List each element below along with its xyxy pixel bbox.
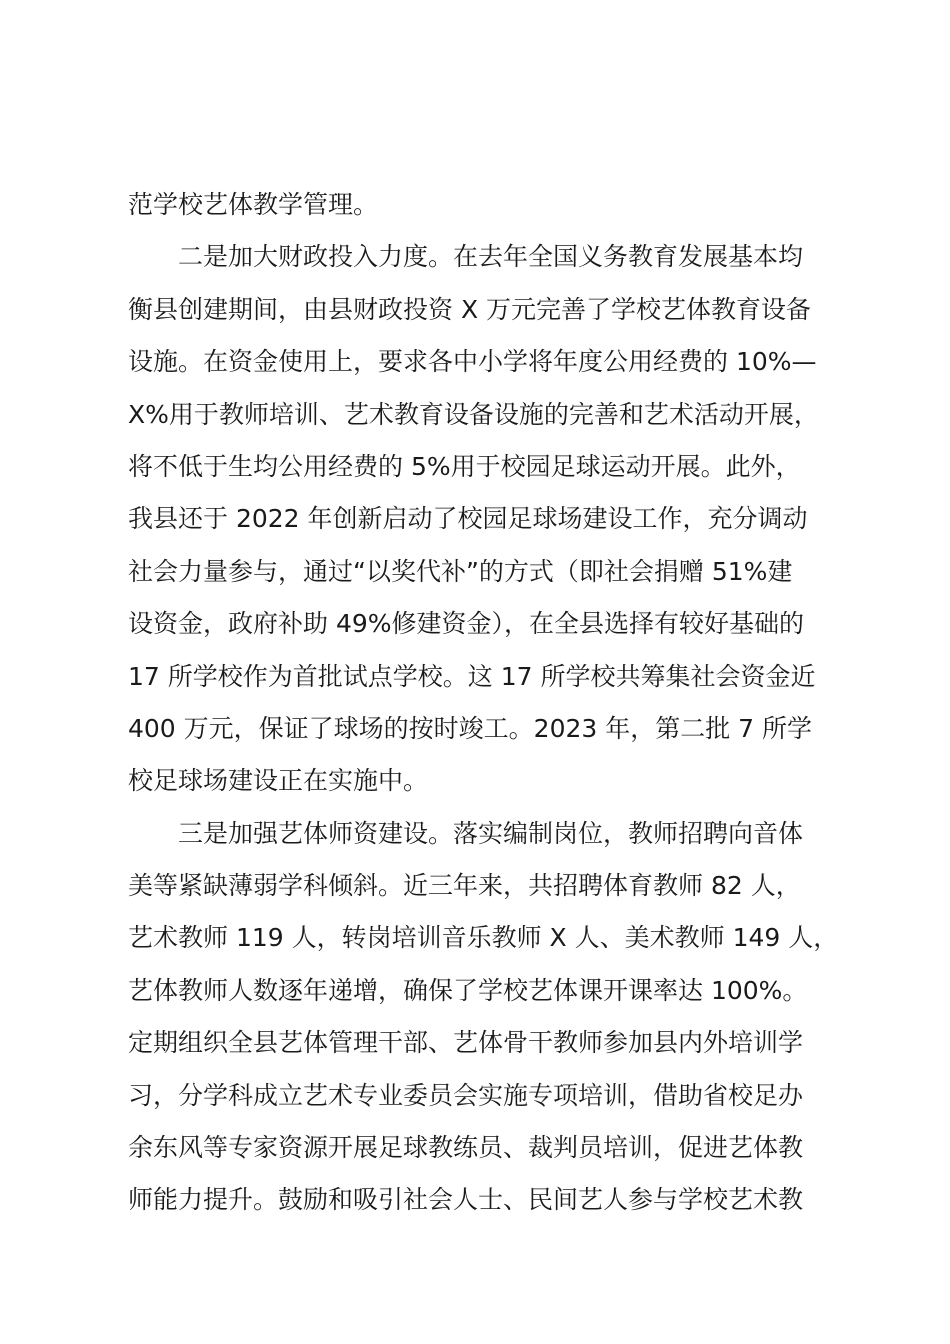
- text-line: 艺术教师 119 人，转岗培训音乐教师 X 人、美术教师 149 人，: [128, 923, 839, 953]
- text-line: 师能力提升。鼓励和吸引社会人士、民间艺人参与学校艺术教: [128, 1185, 804, 1215]
- paragraph-start-line: 三是加强艺体师资建设。落实编制岗位，教师招聘向音体: [178, 818, 804, 848]
- text-line: 17 所学校作为首批试点学校。这 17 所学校共筹集社会资金近: [128, 661, 816, 691]
- text-line: 校足球场建设正在实施中。: [128, 766, 429, 796]
- body-text: [128, 179, 868, 1227]
- text-line: 艺体教师人数逐年递增，确保了学校艺体课开课率达 100%。: [128, 975, 808, 1005]
- text-line: 余东风等专家资源开展足球教练员、裁判员培训，促进艺体教: [128, 1133, 804, 1163]
- text-line: 衡县创建期间，由县财政投资 X 万元完善了学校艺体教育设备: [128, 294, 812, 324]
- text-line: 美等紧缺薄弱学科倾斜。近三年来，共招聘体育教师 82 人，: [128, 871, 801, 901]
- text-line: 将不低于生均公用经费的 5%用于校园足球运动开展。此外，: [128, 451, 801, 481]
- text-line: 我县还于 2022 年创新启动了校园足球场建设工作，充分调动: [128, 504, 808, 534]
- text-line: 定期组织全县艺体管理干部、艺体骨干教师参加县内外培训学: [128, 1028, 804, 1058]
- text-line: 范学校艺体教学管理。: [128, 190, 379, 219]
- text-line: 设施。在资金使用上，要求各中小学将年度公用经费的 10%—: [128, 347, 817, 377]
- text-line: 社会力量参与，通过“以奖代补”的方式（即社会捐赠 51%建: [128, 556, 793, 586]
- text-line: X%用于教师培训、艺术教育设备设施的完善和艺术活动开展，: [128, 399, 819, 429]
- text-line: 习，分学科成立艺术专业委员会实施专项培训，借助省校足办: [128, 1080, 804, 1110]
- text-line: 400 万元，保证了球场的按时竣工。2023 年，第二批 7 所学: [128, 713, 813, 743]
- text-line: 设资金，政府补助 49%修建资金），在全县选择有较好基础的: [128, 609, 805, 639]
- paragraph-start-line: 二是加大财政投入力度。在去年全国义务教育发展基本均: [178, 242, 804, 272]
